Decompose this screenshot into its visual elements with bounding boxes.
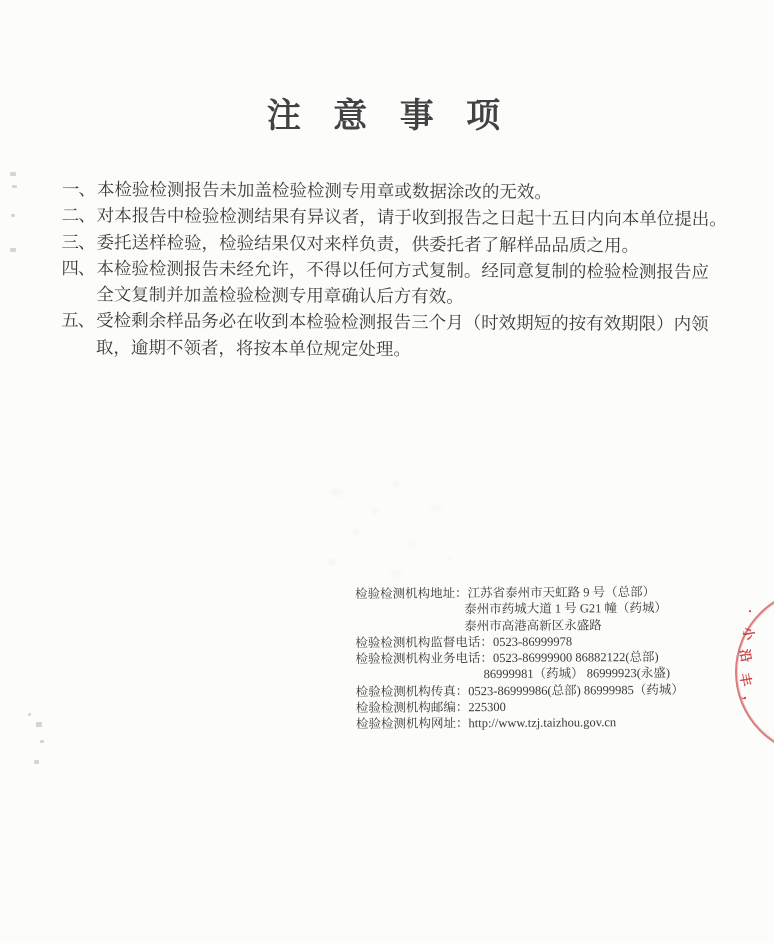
notice-list [61, 176, 762, 364]
contact-value: 江苏省泰州市天虹路 9 号（总部） [467, 584, 656, 601]
contact-label: 检验检测机构邮编： [355, 700, 469, 716]
notice-line: 本检验检测报告未加盖检验检测专用章或数据涂改的无效。 [96, 179, 552, 202]
page-title: 注 意 事 项 [266, 97, 508, 135]
notice-line: 受检剩余样品务必在收到本检验检测报告三个月（时效期短的按有效期限）内领 [96, 310, 709, 335]
seal-glyph: 丰 [737, 671, 755, 688]
notice-line: 对本报告中检验检测结果有异议者，请于收到报告之日起十五日内向本单位提出。 [96, 205, 727, 230]
contact-line [356, 714, 684, 733]
notice-line: 取，逾期不领者，将按本单位规定处理。 [95, 336, 412, 359]
notice-index: 四、 [61, 257, 95, 279]
contact-block [355, 584, 684, 733]
contact-value: 泰州市药城大道 1 号 G21 幢（药城） [464, 601, 667, 617]
contact-value: 0523-86999986(总部) 86999985（药城） [468, 682, 684, 698]
scan-smudge [308, 466, 468, 586]
contact-line [356, 665, 684, 684]
notice-item [61, 307, 761, 364]
contact-label: 检验检测机构地址： [355, 586, 468, 601]
contact-line [356, 681, 684, 700]
contact-value: 0523-86999978 [492, 634, 573, 649]
notice-index: 五、 [61, 310, 95, 331]
contact-value: 225300 [468, 700, 506, 715]
contact-label: 检验检测机构业务电话： [355, 651, 494, 667]
notice-item [61, 255, 761, 312]
notice-index: 一、 [61, 178, 95, 200]
seal-glyph: · [742, 608, 758, 615]
seal-glyph: ， [741, 693, 759, 710]
notice-line: 本检验检测报告未经允许，不得以任何方式复制。经同意复制的检验检测报告应 [96, 258, 709, 282]
contact-value: 86999981（药城） 86999923(永盛) [483, 666, 671, 682]
notice-line: 委托送样检验，检验结果仅对来样负责，供委托者了解样品品质之用。 [96, 231, 640, 256]
contact-label: 检验检测机构网址： [355, 716, 469, 732]
contact-value: http://www.tzj.taizhou.gov.cn [468, 715, 617, 731]
contact-label: 检验检测机构监督电话： [355, 634, 493, 650]
red-seal-stamp [730, 580, 774, 756]
contact-line [355, 600, 683, 619]
seal-glyph: 沿 [737, 647, 755, 664]
notice-index: 二、 [61, 205, 95, 226]
contact-value: 泰州市高港高新区永盛路 [464, 617, 602, 633]
notice-index: 三、 [61, 231, 95, 252]
contact-value: 0523-86999900 86882122(总部) [492, 650, 659, 666]
contact-label: 检验检测机构传真： [355, 683, 469, 699]
seal-glyph: 小 [740, 625, 758, 642]
notice-line: 全文复制并加盖检验检测专用章确认后方有效。 [96, 284, 464, 307]
